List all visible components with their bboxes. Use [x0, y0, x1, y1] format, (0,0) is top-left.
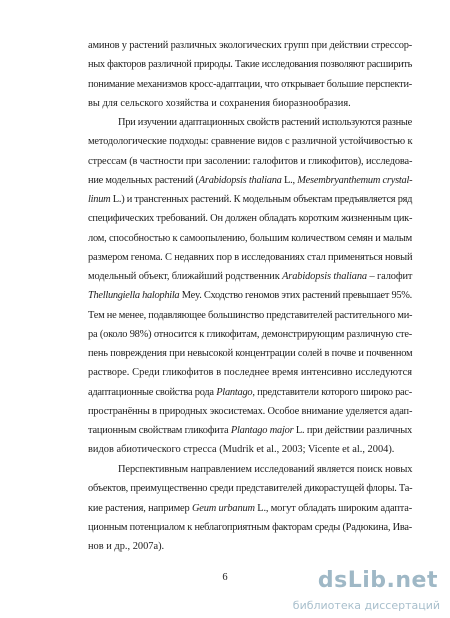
- text-line: ра (около 98%) относится к гликофитам, демонстрирующим различную сте-: [88, 328, 412, 340]
- paragraph-1: [88, 36, 412, 113]
- text-line: адаптационные свойства рода Plantago, представители которого широко рас-: [88, 386, 413, 398]
- page-number: 6: [222, 572, 228, 583]
- text-line: размером генома. С недавних пор в исследованиях стал применяться новый: [88, 251, 413, 263]
- text-line: Тем не менее, подавляющее большинство представителей растительного ми-: [88, 309, 413, 321]
- text-line: При изучении адаптационных свойств растений используются разные: [118, 117, 412, 128]
- text-line: ционным потенциалом к неблагоприятным факторам среды (Радюкина, Ива-: [88, 521, 412, 533]
- text-line: ных факторов различной природы. Такие исследования позволяют расширить: [88, 59, 412, 71]
- text-line: Перспективным направлением исследований является поиск новых: [118, 464, 413, 475]
- text-line: видов абиотического стресса (Mudrik et al., 2003; Vicente et al., 2004).: [88, 444, 395, 456]
- text-line: Thellungiella halophila Mey. Сходство геномов этих растений превышает 95%.: [88, 290, 412, 302]
- text-line: пень повреждения при невысокой концентрации солей в почве и почвенном: [88, 348, 413, 359]
- text-line: стрессам (в частности при засолении: галофитов и гликофитов), исследова-: [88, 155, 413, 167]
- text-line: аминов у растений различных экологических групп при действии стрессор-: [88, 40, 413, 51]
- text-line: кие растения, например Geum urbanum L., могут обладать широким адапта-: [88, 502, 412, 514]
- text-line: модельный объект, ближайший родственник Arabidopsis thaliana – галофит: [88, 271, 413, 282]
- text-line: растворе. Среди гликофитов в последнее время интенсивно исследуются: [88, 367, 412, 379]
- text-line: ние модельных растений (Arabidopsis thaliana L., Mesembryanthemum crystal-: [88, 174, 413, 186]
- text-line: тационным свойствам гликофита Plantago major L. при действии различных: [88, 425, 412, 436]
- text-line: пространённы в природных экосистемах. Особое внимание уделяется адап-: [88, 405, 413, 417]
- text-line: нов и др., 2007а).: [88, 541, 165, 552]
- paragraph-2: [88, 113, 412, 460]
- text-line: linum L.) и трансгенных растений. К модельным объектам предъявляется ряд: [88, 194, 413, 205]
- text-line: методологические подходы: сравнение видов с различной устойчивостью к: [88, 136, 413, 148]
- paragraph-3: [88, 460, 412, 556]
- watermark-logo: dsLib.net: [317, 568, 438, 593]
- watermark-subtitle: библиотека диссертаций: [292, 599, 440, 612]
- text-line: специфических требований. Он должен обладать коротким жизненным цик-: [88, 213, 413, 225]
- watermark: [292, 566, 450, 618]
- text-line: объектов, преимущественно среди представителей дикорастущей флоры. Та-: [88, 483, 413, 495]
- text-line: лом, способностью к самоопылению, большим количеством семян и малым: [88, 232, 412, 244]
- text-line: понимание механизмов кросс-адаптации, что открывает большие перспекти-: [88, 78, 412, 90]
- text-line: вы для сельского хозяйства и сохранения биоразнообразия.: [88, 97, 351, 109]
